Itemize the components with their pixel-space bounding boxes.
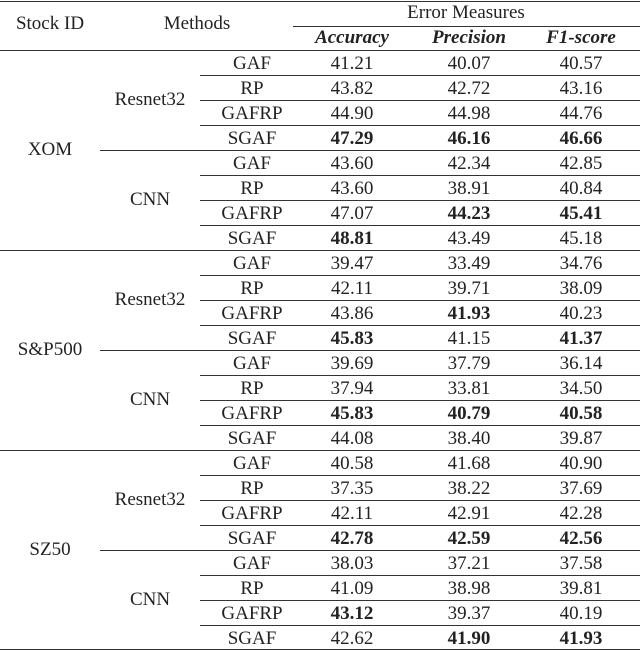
value-cell: 38.98 [447, 577, 491, 599]
method-cell: SGAF [227, 227, 277, 249]
method-cell: GAFRP [221, 502, 283, 524]
value-cell: 42.56 [559, 527, 603, 549]
value-cell: 39.87 [559, 427, 603, 449]
method-cell: RP [240, 577, 264, 599]
method-cell: GAF [232, 452, 272, 474]
value-cell: 38.22 [447, 477, 491, 499]
value-cell: 42.91 [447, 502, 491, 524]
value-cell: 45.83 [330, 402, 374, 424]
value-cell: 40.57 [559, 52, 603, 74]
value-cell: 38.91 [447, 177, 491, 199]
method-cell: GAFRP [221, 302, 283, 324]
value-cell: 43.16 [559, 77, 603, 99]
row-rule [100, 550, 640, 551]
value-cell: 43.60 [330, 152, 374, 174]
value-cell: 39.69 [330, 352, 374, 374]
row-rule [200, 525, 640, 526]
row-rule [200, 375, 640, 376]
value-cell: 39.71 [447, 277, 491, 299]
method-cell: GAF [232, 552, 272, 574]
header-methods: Methods [163, 13, 231, 34]
row-rule [200, 400, 640, 401]
method-cell: RP [240, 177, 264, 199]
row-rule [200, 600, 640, 601]
row-rule [200, 200, 640, 201]
method-cell: GAFRP [221, 402, 283, 424]
value-cell: 39.81 [559, 577, 603, 599]
value-cell: 43.12 [330, 602, 374, 624]
value-cell: 40.58 [559, 402, 603, 424]
value-cell: 38.09 [559, 277, 603, 299]
method-cell: GAF [232, 252, 272, 274]
row-rule [200, 100, 640, 101]
row-rule [0, 649, 640, 650]
value-cell: 42.11 [330, 502, 374, 524]
header-accuracy: Accuracy [315, 27, 389, 48]
value-cell: 37.21 [447, 552, 491, 574]
row-rule [200, 75, 640, 76]
value-cell: 43.86 [330, 302, 374, 324]
value-cell: 43.49 [447, 227, 491, 249]
value-cell: 39.47 [330, 252, 374, 274]
value-cell: 40.58 [330, 452, 374, 474]
row-rule [200, 575, 640, 576]
value-cell: 44.08 [330, 427, 374, 449]
value-cell: 33.81 [447, 377, 491, 399]
row-rule [200, 175, 640, 176]
method-cell: RP [240, 377, 264, 399]
row-rule [200, 625, 640, 626]
header-precision: Precision [432, 27, 506, 48]
value-cell: 40.79 [447, 402, 491, 424]
value-cell: 41.93 [447, 302, 491, 324]
value-cell: 37.94 [330, 377, 374, 399]
value-cell: 42.28 [559, 502, 603, 524]
value-cell: 42.62 [330, 627, 374, 649]
value-cell: 42.72 [447, 77, 491, 99]
value-cell: 45.18 [559, 227, 603, 249]
value-cell: 37.69 [559, 477, 603, 499]
value-cell: 41.90 [447, 627, 491, 649]
method-cell: SGAF [227, 527, 277, 549]
value-cell: 41.93 [559, 627, 603, 649]
value-cell: 46.66 [559, 127, 603, 149]
value-cell: 37.35 [330, 477, 374, 499]
row-rule [0, 450, 640, 451]
value-cell: 40.19 [559, 602, 603, 624]
header-bottom-rule [0, 50, 640, 51]
value-cell: 38.03 [330, 552, 374, 574]
value-cell: 37.79 [447, 352, 491, 374]
value-cell: 45.83 [330, 327, 374, 349]
value-cell: 39.37 [447, 602, 491, 624]
method-cell: GAFRP [221, 102, 283, 124]
stock-id-label: SZ50 [29, 539, 71, 560]
method-cell: SGAF [227, 427, 277, 449]
value-cell: 40.23 [559, 302, 603, 324]
value-cell: 48.81 [330, 227, 374, 249]
header-error-measures: Error Measures [407, 2, 525, 23]
method-cell: SGAF [227, 127, 277, 149]
value-cell: 42.11 [330, 277, 374, 299]
value-cell: 38.40 [447, 427, 491, 449]
row-rule [200, 275, 640, 276]
header-stock-id: Stock ID [15, 13, 85, 34]
header-f1-score: F1-score [546, 27, 616, 48]
value-cell: 43.82 [330, 77, 374, 99]
value-cell: 41.37 [559, 327, 603, 349]
model-label: CNN [129, 189, 171, 210]
row-rule [200, 225, 640, 226]
method-cell: GAFRP [221, 202, 283, 224]
row-rule [200, 125, 640, 126]
method-cell: RP [240, 277, 264, 299]
model-label: CNN [129, 589, 171, 610]
value-cell: 44.90 [330, 102, 374, 124]
model-label: CNN [129, 389, 171, 410]
row-rule [200, 425, 640, 426]
value-cell: 44.76 [559, 102, 603, 124]
value-cell: 41.21 [330, 52, 374, 74]
model-label: Resnet32 [114, 289, 186, 310]
method-cell: RP [240, 477, 264, 499]
value-cell: 42.34 [447, 152, 491, 174]
value-cell: 34.50 [559, 377, 603, 399]
method-cell: GAF [232, 352, 272, 374]
row-rule [100, 150, 640, 151]
value-cell: 45.41 [559, 202, 603, 224]
value-cell: 44.23 [447, 202, 491, 224]
row-rule [200, 500, 640, 501]
row-rule [0, 250, 640, 251]
method-cell: SGAF [227, 627, 277, 649]
value-cell: 47.29 [330, 127, 374, 149]
top-rule [0, 1, 640, 2]
method-cell: RP [240, 77, 264, 99]
row-rule [200, 475, 640, 476]
value-cell: 40.07 [447, 52, 491, 74]
value-cell: 41.68 [447, 452, 491, 474]
value-cell: 36.14 [559, 352, 603, 374]
value-cell: 46.16 [447, 127, 491, 149]
value-cell: 33.49 [447, 252, 491, 274]
value-cell: 37.58 [559, 552, 603, 574]
value-cell: 34.76 [559, 252, 603, 274]
value-cell: 43.60 [330, 177, 374, 199]
value-cell: 40.84 [559, 177, 603, 199]
stock-id-label: S&P500 [17, 339, 83, 360]
model-label: Resnet32 [114, 89, 186, 110]
value-cell: 42.59 [447, 527, 491, 549]
method-cell: SGAF [227, 327, 277, 349]
model-label: Resnet32 [114, 489, 186, 510]
value-cell: 42.78 [330, 527, 374, 549]
value-cell: 40.90 [559, 452, 603, 474]
method-cell: GAF [232, 52, 272, 74]
row-rule [100, 350, 640, 351]
row-rule [200, 325, 640, 326]
value-cell: 41.09 [330, 577, 374, 599]
row-rule [200, 300, 640, 301]
value-cell: 42.85 [559, 152, 603, 174]
method-cell: GAFRP [221, 602, 283, 624]
value-cell: 41.15 [447, 327, 491, 349]
value-cell: 47.07 [330, 202, 374, 224]
stock-id-label: XOM [27, 139, 73, 160]
value-cell: 44.98 [447, 102, 491, 124]
method-cell: GAF [232, 152, 272, 174]
